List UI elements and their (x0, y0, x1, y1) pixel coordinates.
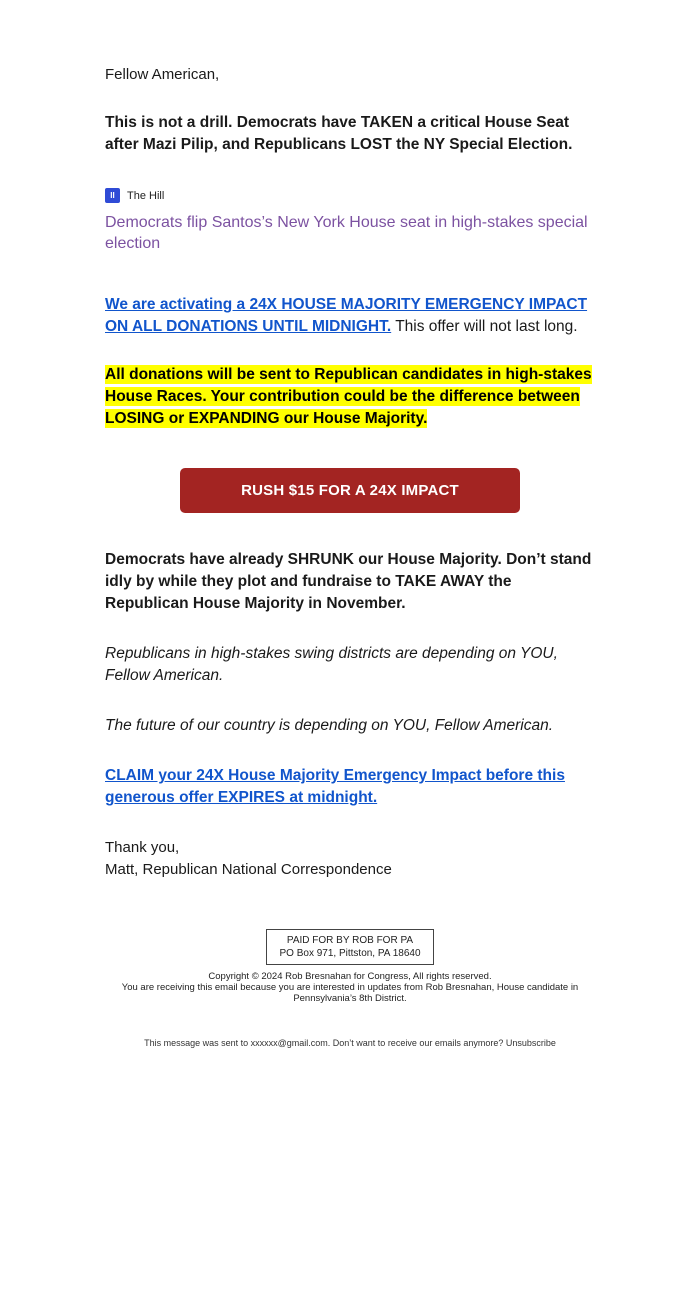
paid-for-address: PO Box 971, Pittston, PA 18640 (279, 948, 421, 959)
news-headline-link[interactable]: Democrats flip Santos’s New York House seat in high-stakes special election (105, 214, 588, 252)
activation-suffix: This offer will not last long. (391, 318, 578, 335)
paid-for-disclaimer (266, 929, 433, 965)
sent-to-text: This message was sent to xxxxxx@gmail.com. Don’t want to receive our emails anymore? (144, 1038, 506, 1048)
email-footer (105, 929, 595, 1049)
majority-warning-paragraph: Democrats have already SHRUNK our House Majority. Don’t stand idly by while they plot and fundraise to TAKE AWAY the Republican House Majority in November. (105, 551, 592, 612)
intro-paragraph: This is not a drill. Democrats have TAKEN a critical House Seat after Mazi Pilip, and Republicans LOST the NY Special Election. (105, 114, 573, 153)
swing-districts-paragraph: Republicans in high-stakes swing districts are depending on YOU, Fellow American. (105, 645, 558, 684)
news-source-row (105, 188, 595, 203)
greeting: Fellow American, (105, 66, 220, 83)
yellow-highlight-text: All donations will be sent to Republican candidates in high-stakes House Races. Your contribution could be the difference between LOSING or EXPANDING our House Majority. (105, 366, 592, 427)
news-source-name: The Hill (127, 189, 165, 202)
news-preview[interactable] (105, 188, 595, 254)
signoff-sender: Matt, Republican National Correspondence (105, 861, 392, 878)
activation-paragraph (105, 294, 595, 338)
subscription-reason: You are receiving this email because you are interested in updates from Rob Bresnahan, House candidate in Pennsylvania’s 8th District. (121, 982, 579, 1004)
sent-to-line (105, 1038, 595, 1049)
claim-paragraph (105, 765, 595, 809)
the-hill-logo-icon: II (105, 188, 120, 203)
emergency-impact-link[interactable]: We are activating a 24X HOUSE MAJORITY EMERGENCY IMPACT ON ALL DONATIONS UNTIL MIDNIGHT. (105, 296, 588, 335)
donate-button[interactable]: RUSH $15 FOR A 24X IMPACT (180, 468, 520, 513)
signoff-thanks: Thank you, (105, 839, 180, 856)
highlighted-paragraph (105, 364, 595, 430)
future-country-paragraph: The future of our country is depending on YOU, Fellow American. (105, 717, 554, 734)
paid-for-line: PAID FOR BY ROB FOR PA (286, 935, 414, 946)
claim-impact-link[interactable]: CLAIM your 24X House Majority Emergency Impact before this generous offer EXPIRES at midnight. (105, 767, 565, 806)
unsubscribe-link[interactable]: Unsubscribe (505, 1038, 556, 1048)
copyright-text: Copyright © 2024 Rob Bresnahan for Congress, All rights reserved. (208, 971, 492, 982)
signoff (105, 837, 595, 881)
cta-button-row (105, 468, 595, 513)
